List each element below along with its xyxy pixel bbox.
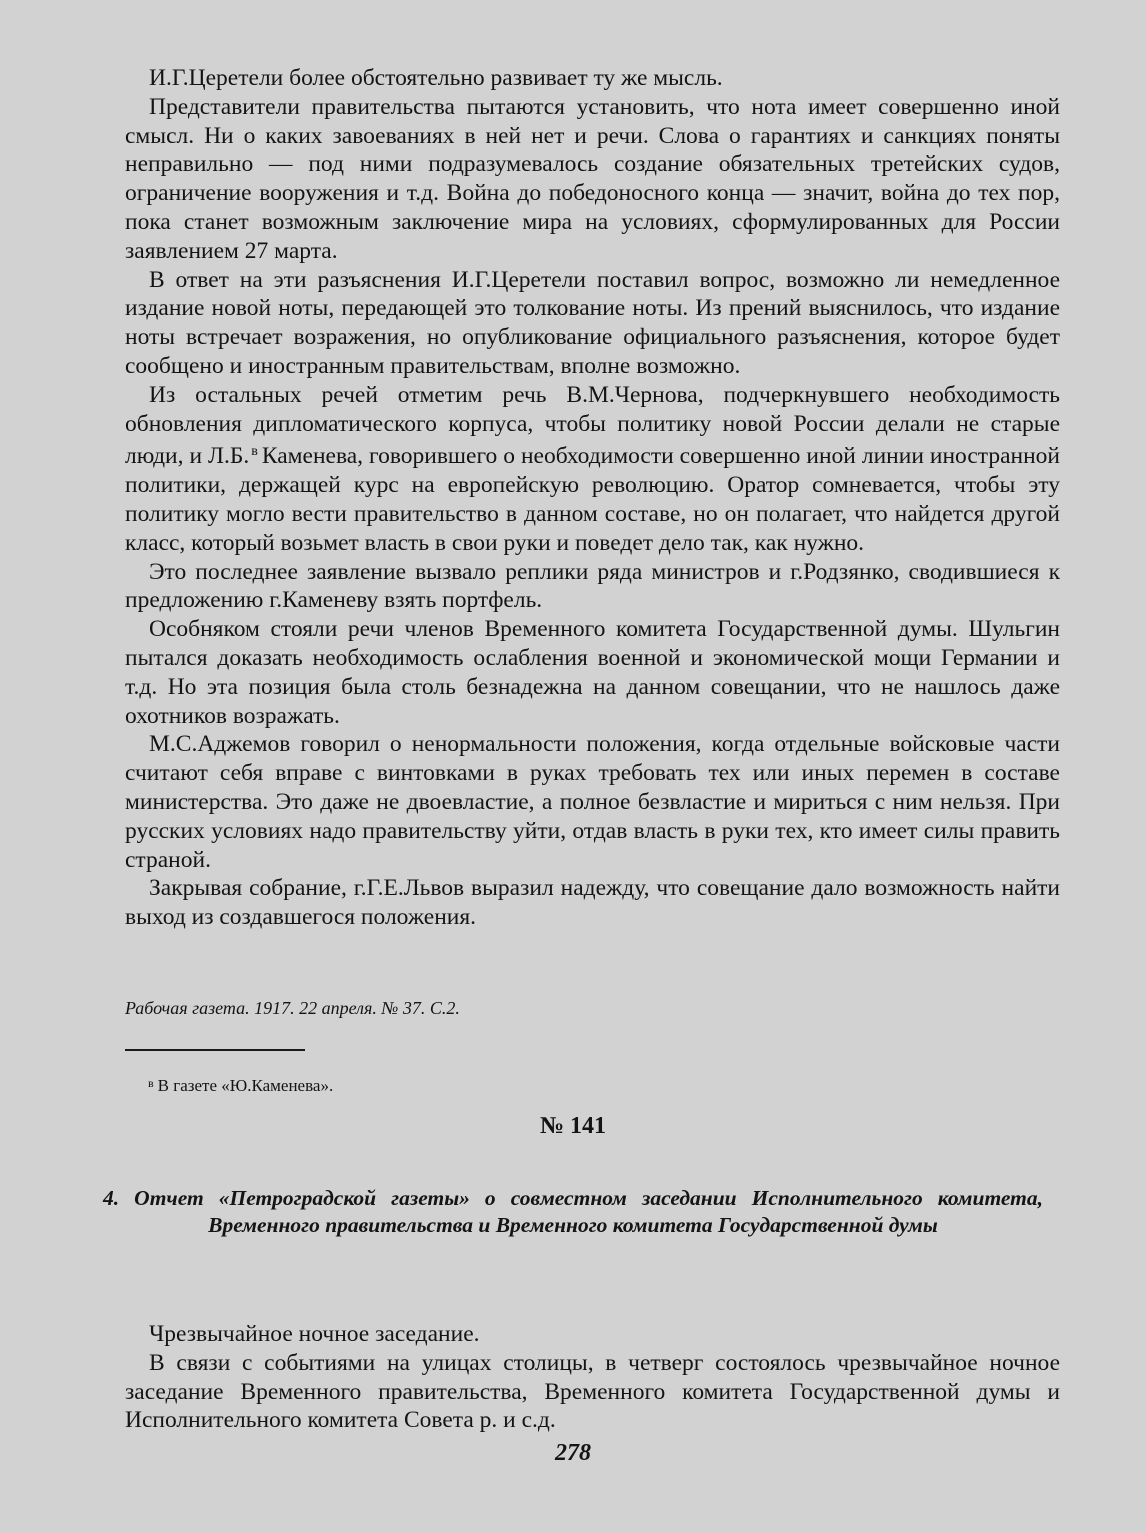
- main-text: [125, 64, 1060, 932]
- footnote: [148, 1072, 1028, 1097]
- footnote-marker: в: [148, 1076, 154, 1090]
- footnote-text: В газете «Ю.Каменева».: [157, 1076, 334, 1095]
- footnote-ref: в: [251, 444, 258, 460]
- page-number: 278: [555, 1440, 591, 1466]
- paragraph: М.С.Аджемов говорил о ненормальности положения, когда отдельные войсковые части считают себя вправе с винтовками в руках требовать тех или иных перемен в составе министерства. Это даже не двоевластие, а полное безвластие и мириться с ним нельзя. При русских условиях надо правительству уйти, отдав власть в руки тех, кто имеет силы править страной.: [125, 731, 1060, 873]
- paragraph: И.Г.Церетели более обстоятельно развивает ту же мысль.: [149, 65, 723, 91]
- paragraph: Представители правительства пытаются установить, что нота имеет совершенно иной смысл. Ни о каких завоеваниях в ней нет и речи. Слова о гарантиях и санкциях поняты неправильно — под ними подразумевалось создание обязательных третейских судов, ограничение вооружения и т.д. Война до победоносного конца — значит, война до тех пор, пока станет возможным заключение мира на условиях, сформулированных для России заявлением 27 марта.: [125, 93, 1060, 264]
- paragraph: Закрывая собрание, г.Г.Е.Львов выразил надежду, что совещание дало возможность найти выход из создавшегося положения.: [125, 875, 1060, 931]
- paragraph: В ответ на эти разъяснения И.Г.Церетели поставил вопрос, возможно ли немедленное издание новой ноты, передающей это толкование ноты. Из прений выяснилось, что издание ноты встречает возражения, но опубликование официального разъяснения, которое будет сообщено и иностранным правительствам, вполне возможно.: [125, 266, 1060, 379]
- paragraph: В связи с событиями на улицах столицы, в четверг состоялось чрезвычайное ночное заседание Временного правительства, Временного комитета Государственной думы и Исполнительного комитета Совета р. и с.д.: [125, 1349, 1060, 1434]
- footnote-divider: [125, 1049, 305, 1051]
- paragraph: Чрезвычайное ночное заседание.: [149, 1321, 480, 1347]
- paragraph: [125, 381, 1060, 558]
- document-body: [125, 1320, 1060, 1435]
- paragraph: Особняком стояли речи членов Временного комитета Государственной думы. Шульгин пытался доказать необходимость ослабления военной и экономической мощи Германии и т.д. Но эта позиция была столь безнадежна на данном совещании, что не нашлось даже охотников возражать.: [125, 616, 1060, 729]
- document-number: № 141: [539, 1113, 607, 1139]
- paragraph-part: Из остальных речей отметим речь В.М.Чернова, подчеркнувшего необходимость обновления дипломатического корпуса, чтобы политику новой России делали не старые люди, и Л.Б.: [125, 381, 1060, 470]
- document-title: 4. Отчет «Петроградской газеты» о совместном заседании Исполнительного комитета, Временного правительства и Временного комитета Государственной думы: [103, 1186, 1043, 1237]
- source-citation: Рабочая газета. 1917. 22 апреля. № 37. С.2.: [125, 998, 460, 1018]
- paragraph: Это последнее заявление вызвало реплики ряда министров и г.Родзянко, сводившиеся к предложению г.Каменеву взять портфель.: [125, 558, 1060, 614]
- paragraph-part: Каменева, говорившего о необходимости совершенно иной линии иностранной политики, держащей курс на европейскую революцию. Оратор сомневается, чтобы эту политику могло вести правительство в данном составе, но он полагает, что найдется другой класс, который возьмет власть в свои руки и поведет дело так, как нужно.: [125, 443, 1060, 556]
